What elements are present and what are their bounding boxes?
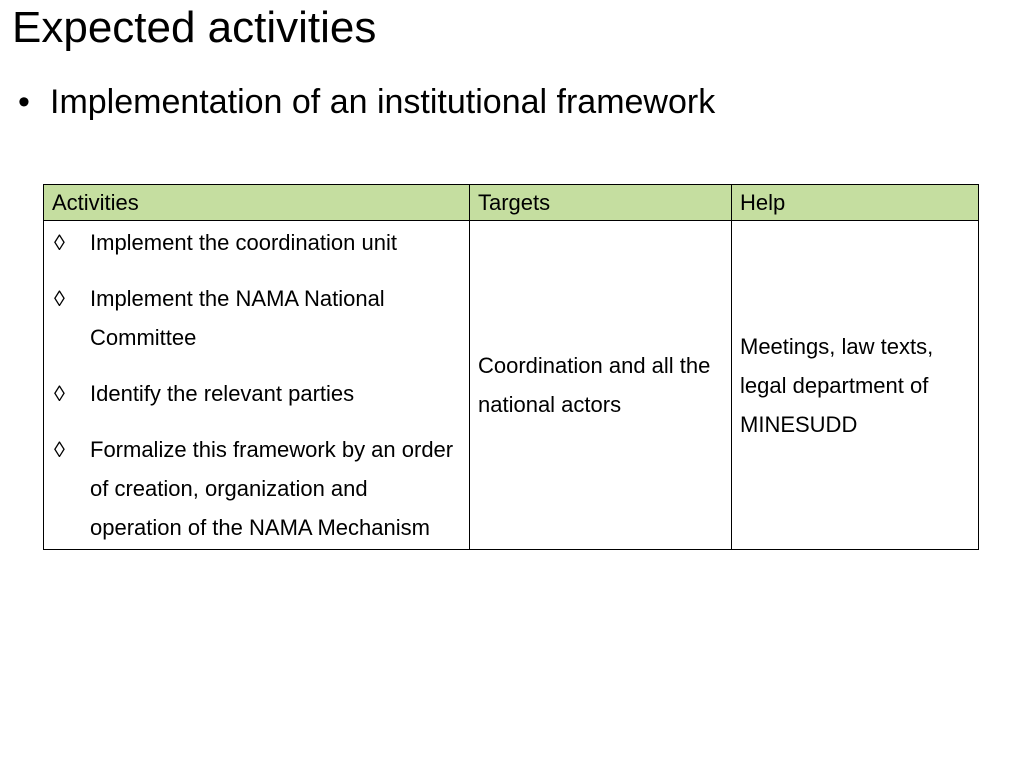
activity-text: Formalize this framework by an order of creation, organization and operation of the NAMA Mechanism [90, 437, 454, 540]
list-item [50, 279, 459, 357]
diamond-icon: ◊ [54, 230, 65, 255]
bullet-icon: • [18, 83, 30, 121]
targets-cell: Coordination and all the national actors [470, 221, 732, 550]
list-item [50, 430, 459, 547]
table-row [44, 221, 979, 550]
diamond-icon: ◊ [54, 437, 65, 462]
activities-table-container [43, 184, 978, 550]
header-activities: Activities [44, 185, 470, 221]
activities-cell [44, 221, 470, 550]
activity-text: Implement the coordination unit [90, 230, 397, 255]
activities-table [43, 184, 979, 550]
bullet-point [18, 78, 715, 126]
header-targets: Targets [470, 185, 732, 221]
diamond-icon: ◊ [54, 286, 65, 311]
activity-text: Identify the relevant parties [90, 381, 355, 406]
diamond-icon: ◊ [54, 381, 65, 406]
list-item [50, 223, 459, 262]
activity-text: Implement the NAMA National Committee [90, 286, 385, 350]
slide-title: Expected activities [12, 3, 377, 52]
table-header-row [44, 185, 979, 221]
list-item [50, 374, 459, 413]
bullet-text: Implementation of an institutional framework [50, 83, 716, 121]
header-help: Help [732, 185, 979, 221]
help-cell: Meetings, law texts, legal department of MINESUDD [732, 221, 979, 550]
